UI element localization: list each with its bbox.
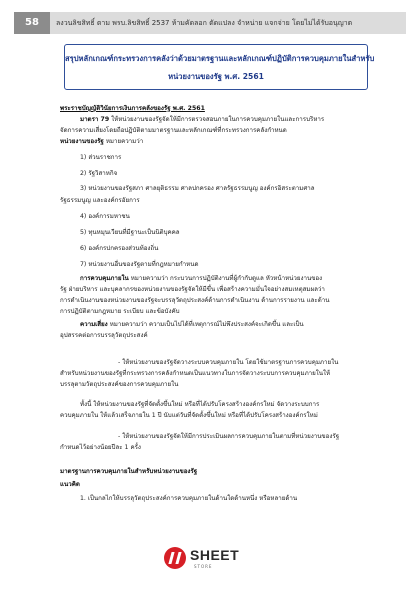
paragraph-1-line-3: บรรลุตามวัตถุประสงค์ของการควบคุมภายใน bbox=[60, 381, 179, 388]
page-header bbox=[14, 12, 406, 34]
paragraph-3-line-1: - ให้หน่วยงานของรัฐจัดให้มีการประเมินผลการควบคุมภายในตามที่หน่วยงานของรัฐ bbox=[118, 433, 340, 440]
risk-line-1 bbox=[80, 320, 304, 329]
internal-control-text: หมายความว่า กระบวนการปฏิบัติงานที่ผู้กำกับดูแล หัวหน้าหน่วยงานของ bbox=[130, 275, 323, 282]
agency-item-4: 4) องค์การมหาชน bbox=[80, 213, 130, 220]
agency-def-text: หมายความว่า bbox=[105, 138, 144, 145]
agency-item-6: 6) องค์กรปกครองส่วนท้องถิ่น bbox=[80, 245, 159, 252]
agency-item-2: 2) รัฐวิสาหกิจ bbox=[80, 170, 118, 177]
section-79-line-2: จัดการความเสี่ยงโดยถือปฏิบัติตามมาตรฐานและหลักเกณฑ์ที่กระทรวงการคลังกำหนด bbox=[60, 127, 287, 134]
sheet-store-logo bbox=[164, 545, 254, 573]
paragraph-1-line-2: สำหรับหน่วยงานของรัฐที่กระทรวงการคลังกำหนดเป็นแนวทางในการจัดวางระบบการควบคุมภายในให้ bbox=[60, 370, 331, 377]
sheet-logo-icon bbox=[164, 547, 186, 569]
internal-control-label: การควบคุมภายใน bbox=[80, 275, 129, 282]
risk-line-2: อุปสรรคต่อการบรรลุวัตถุประสงค์ bbox=[60, 332, 148, 339]
paragraph-1-line-1: - ให้หน่วยงานของรัฐจัดวางระบบควบคุมภายใน โดยใช้มาตรฐานการควบคุมภายใน bbox=[118, 359, 339, 366]
title-line-1: สรุปหลักเกณฑ์กระทรวงการคลังว่าด้วยมาตรฐานและหลักเกณฑ์ปฏิบัติการควบคุมภายในสำหรับ bbox=[65, 54, 375, 63]
agency-definition bbox=[60, 137, 143, 146]
risk-text: หมายความว่า ความเป็นไปได้ที่เหตุการณ์ไม่พึงประสงค์จะเกิดขึ้น และเป็น bbox=[109, 321, 304, 328]
standards-heading: มาตรฐานการควบคุมภายในสำหรับหน่วยงานของรัฐ bbox=[60, 468, 198, 475]
internal-control-line-2: รัฐ ฝ่ายบริหาร และบุคลากรของหน่วยงานของรัฐจัดให้มีขึ้น เพื่อสร้างความมั่นใจอย่างสมเหตุสมผลว่า bbox=[60, 286, 325, 293]
concept-item-1: 1. เป็นกลไกให้บรรลุวัตถุประสงค์การควบคุมภายในด้านใดด้านหนึ่ง หรือหลายด้าน bbox=[80, 495, 298, 502]
paragraph-2-line-1: ทั้งนี้ ให้หน่วยงานของรัฐที่จัดตั้งขึ้นใหม่ หรือที่ได้ปรับโครงสร้างองค์กรใหม่ จัดวางระบบการ bbox=[80, 401, 320, 408]
logo-subtitle: STORE bbox=[194, 564, 213, 569]
section-79-text: ให้หน่วยงานของรัฐจัดให้มีการตรวจสอบภายในการควบคุมภายในและการบริหาร bbox=[111, 116, 325, 123]
internal-control-line-3: การดำเนินงานของหน่วยงานของรัฐจะบรรลุวัตถุประสงค์ด้านการดำเนินงาน ด้านการรายงาน และด้าน bbox=[60, 297, 330, 304]
risk-label: ความเสี่ยง bbox=[80, 321, 108, 328]
internal-control-line-1 bbox=[80, 274, 322, 283]
internal-control-line-4: การปฏิบัติตามกฎหมาย ระเบียบ และข้อบังคับ bbox=[60, 308, 180, 315]
concept-heading: แนวคิด bbox=[60, 481, 80, 488]
agency-heading: หน่วยงานของรัฐ bbox=[60, 138, 104, 145]
paragraph-3-line-2: กำหนดไว้อย่างน้อยปีละ 1 ครั้ง bbox=[60, 444, 141, 451]
title-line-2: หน่วยงานของรัฐ พ.ศ. 2561 bbox=[168, 72, 264, 81]
copyright-notice: ลงวนลิขสิทธิ์ ตาม พรบ.ลิขสิทธิ์ 2537 ห้ามคัดลอก ตัดแปลง จำหน่าย แจกจ่าย โดยไม่ได้รับอนุญาต bbox=[56, 19, 353, 27]
section-79-line-1 bbox=[80, 115, 324, 124]
logo-wordmark: SHEET bbox=[190, 547, 240, 563]
agency-item-3-line-1: 3) หน่วยงานของรัฐสภา ศาลยุติธรรม ศาลปกครอง ศาลรัฐธรรมนูญ องค์กรอิสระตามศาล bbox=[80, 185, 315, 192]
agency-item-7: 7) หน่วยงานอื่นของรัฐตามที่กฎหมายกำหนด bbox=[80, 261, 199, 268]
section-79-label: มาตรา 79 bbox=[80, 116, 110, 123]
act-title: พระราชบัญญัติวินัยการเงินการคลังของรัฐ พ.ศ. 2561 bbox=[60, 105, 205, 112]
title-box bbox=[64, 44, 375, 90]
agency-item-5: 5) ทุนหมุนเวียนที่มีฐานะเป็นนิติบุคคล bbox=[80, 229, 180, 236]
agency-item-1: 1) ส่วนราชการ bbox=[80, 154, 122, 161]
agency-item-3-line-2: รัฐธรรมนูญ และองค์กรอัยการ bbox=[60, 197, 140, 204]
page-number: 58 bbox=[14, 12, 50, 34]
paragraph-2-line-2: ควบคุมภายใน ให้แล้วเสร็จภายใน 1 ปี นับแต่วันที่จัดตั้งขึ้นใหม่ หรือที่ได้ปรับโครงสร้างองค์กรใหม่ bbox=[60, 412, 318, 419]
